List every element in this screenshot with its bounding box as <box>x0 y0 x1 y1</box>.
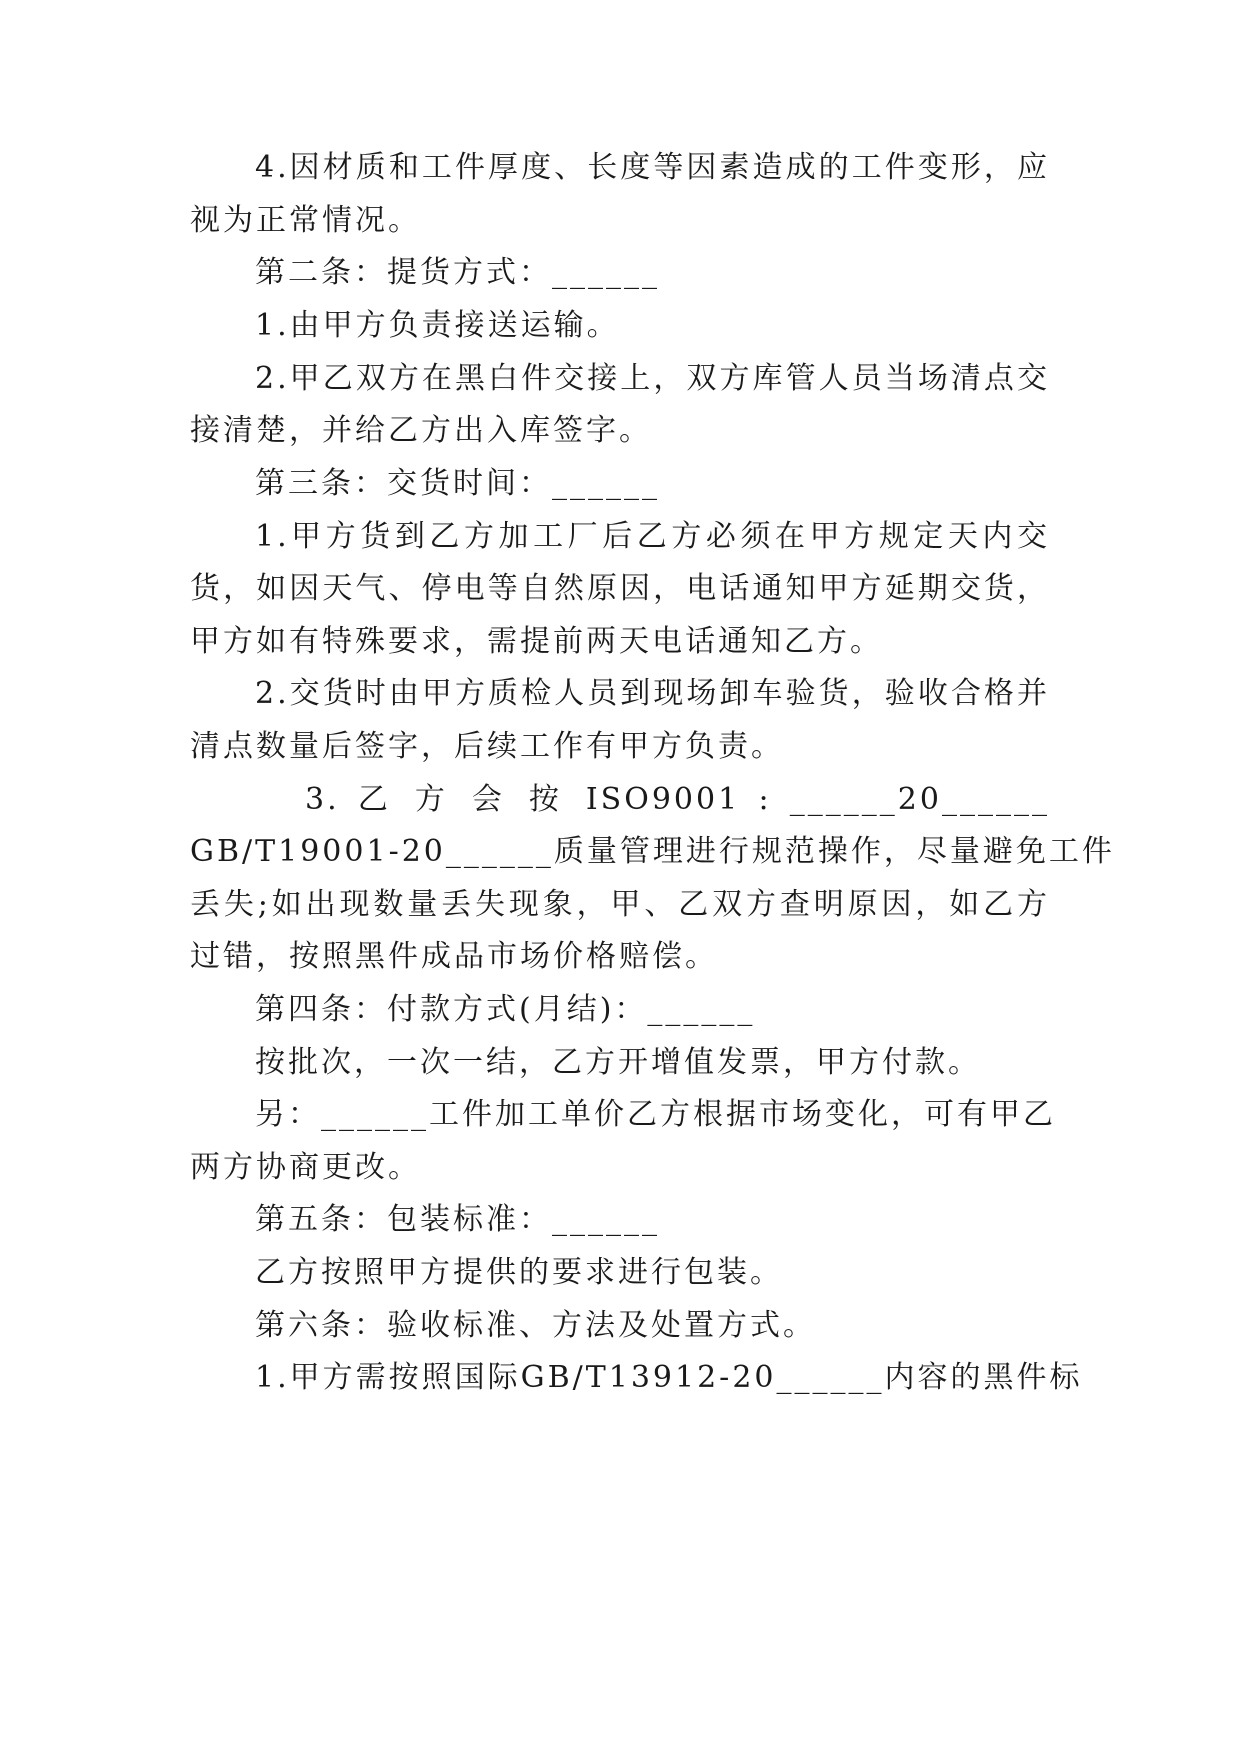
article-heading: 第二条：提货方式：______ <box>255 255 660 290</box>
article-heading: 第三条：交货时间：______ <box>255 466 660 501</box>
article-heading: 第五条：包装标准：______ <box>255 1202 660 1237</box>
paragraph-line: 2.交货时由甲方质检人员到现场卸车验货，验收合格并 <box>255 676 1050 711</box>
paragraph-line: 货，如因天气、停电等自然原因，电话通知甲方延期交货， <box>190 571 1050 606</box>
paragraph-line: 1.甲方需按照国际GB/T13912-20______内容的黑件标 <box>255 1360 1083 1395</box>
paragraph-line: 1.由甲方负责接送运输。 <box>255 308 620 343</box>
paragraph-line: 乙方按照甲方提供的要求进行包装。 <box>255 1255 783 1290</box>
paragraph-line: 另：______工件加工单价乙方根据市场变化，可有甲乙 <box>255 1097 1056 1132</box>
article-heading: 第六条：验收标准、方法及处置方式。 <box>255 1308 816 1343</box>
paragraph-line: 过错，按照黑件成品市场价格赔偿。 <box>190 939 718 974</box>
paragraph-line: 按批次，一次一结，乙方开增值发票，甲方付款。 <box>255 1045 981 1080</box>
paragraph-line: 3. 乙 方 会 按 ISO9001 : ______20______ <box>305 782 1050 817</box>
paragraph-line: 丢失;如出现数量丢失现象，甲、乙双方查明原因，如乙方 <box>190 887 1050 922</box>
paragraph-line: 4.因材质和工件厚度、长度等因素造成的工件变形，应 <box>255 150 1050 185</box>
paragraph-line: 视为正常情况。 <box>190 203 421 238</box>
paragraph-line: 清点数量后签字，后续工作有甲方负责。 <box>190 729 784 764</box>
paragraph-line: 2.甲乙双方在黑白件交接上，双方库管人员当场清点交 <box>255 361 1050 396</box>
paragraph-line: 1.甲方货到乙方加工厂后乙方必须在甲方规定天内交 <box>255 519 1050 554</box>
paragraph-line: 两方协商更改。 <box>190 1150 421 1185</box>
paragraph-line: GB/T19001-20______质量管理进行规范操作，尽量避免工件 <box>190 834 1115 869</box>
article-heading: 第四条：付款方式(月结)：______ <box>255 992 756 1027</box>
paragraph-line: 接清楚，并给乙方出入库签字。 <box>190 413 652 448</box>
paragraph-line: 甲方如有特殊要求，需提前两天电话通知乙方。 <box>190 624 883 659</box>
